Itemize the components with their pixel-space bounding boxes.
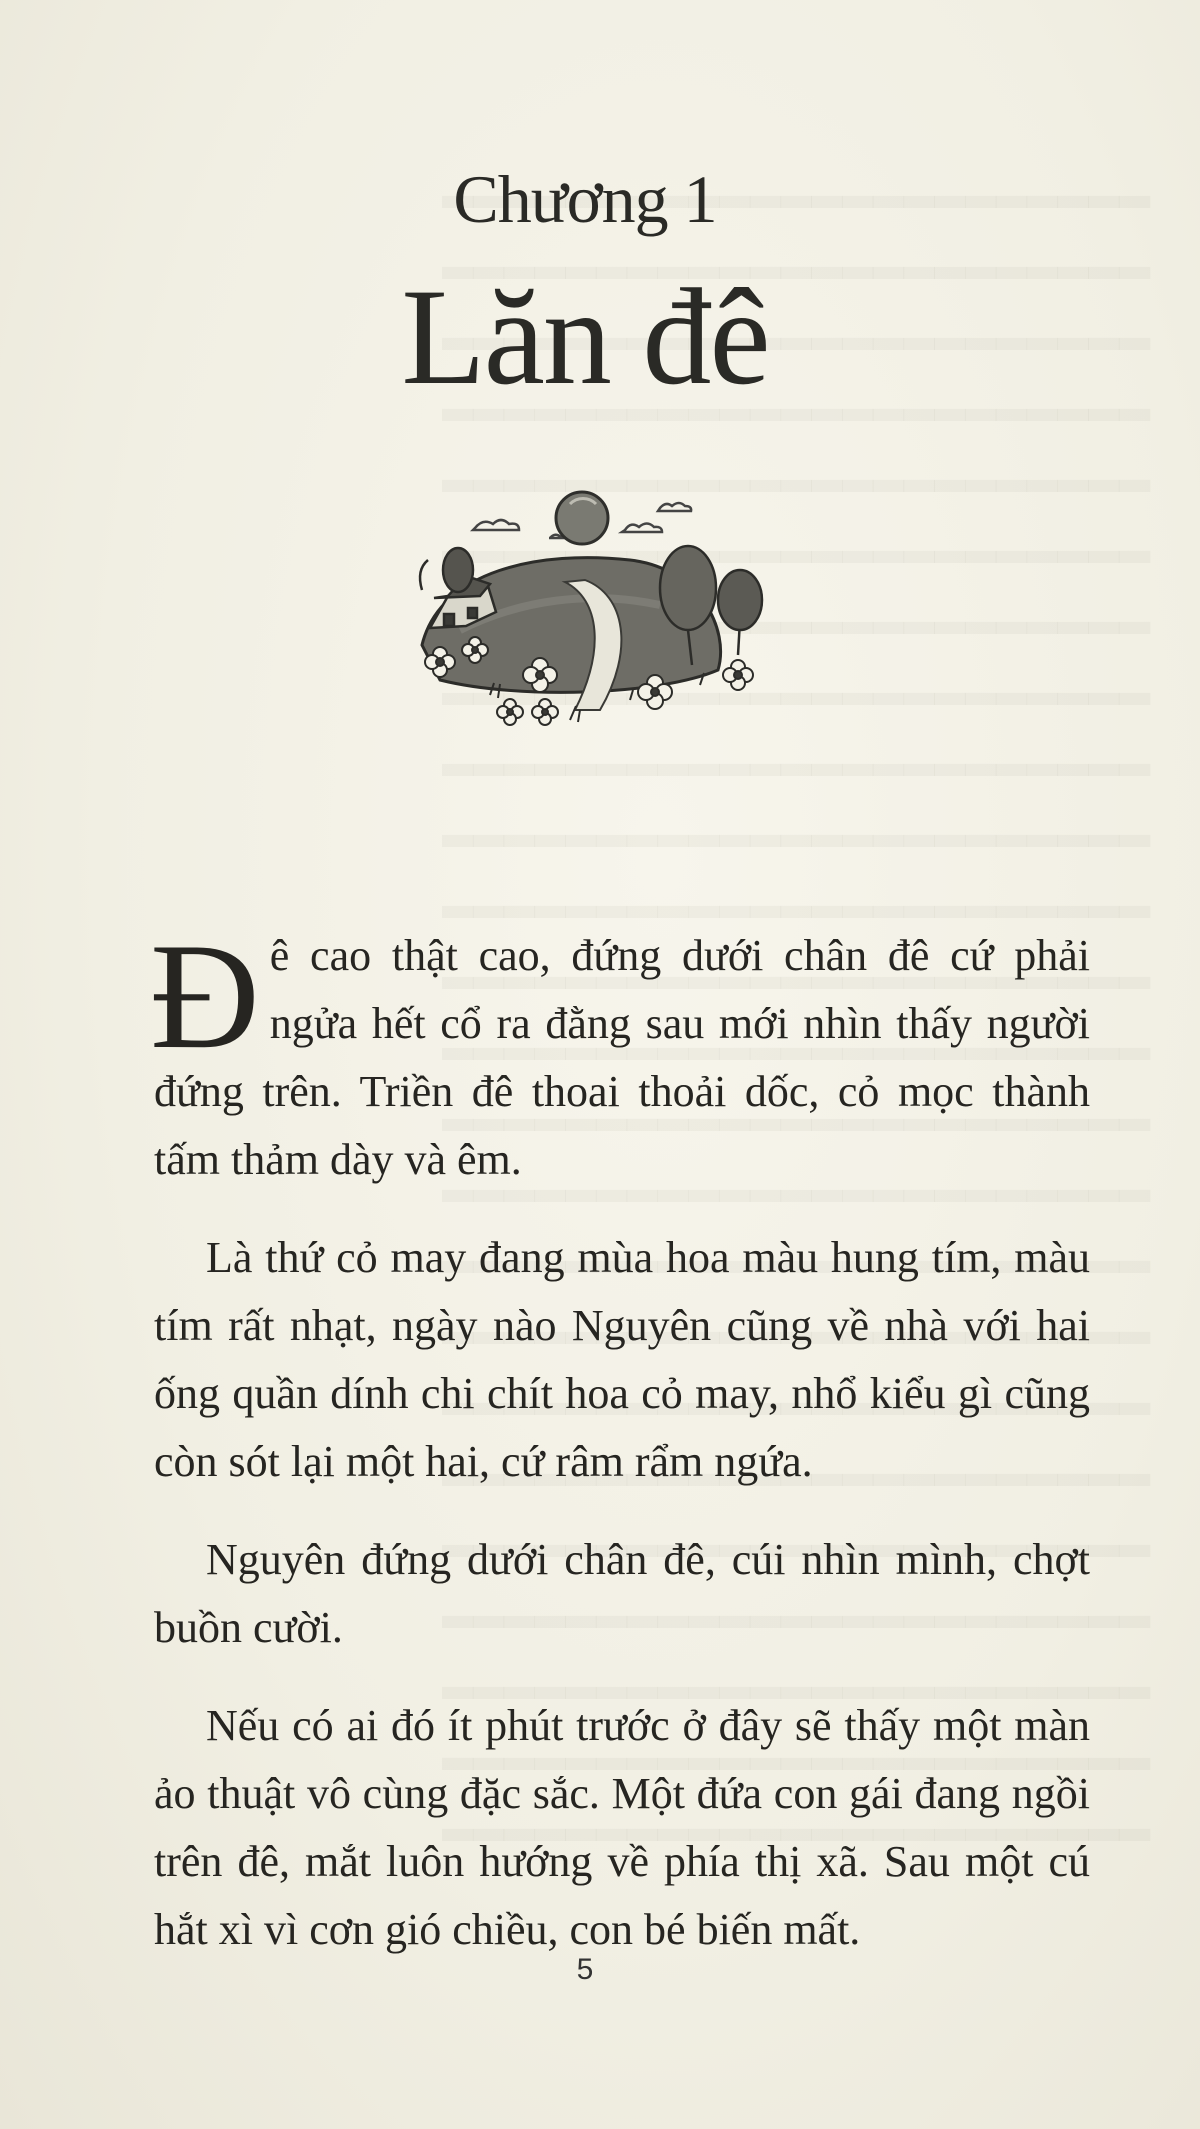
page-number: 5 [576, 1953, 594, 1986]
chapter-number: Chương 1 [453, 161, 717, 237]
countryside-dike-illustration-icon [400, 480, 780, 750]
paragraph-3: Nguyên đứng dưới chân đê, cúi nhìn mình, chợt buồn cười. [154, 1535, 1090, 1652]
paragraph-4: Nếu có ai đó ít phút trước ở đây sẽ thấy một màn ảo thuật vô cùng đặc sắc. Một đứa con gái đang ngồi trên đê, mắt luôn hướng về phía thị xã. Sau một cú hắt xì vì cơn gió chiều, con bé biến mất. [154, 1701, 1090, 1954]
paragraph-1-text: ê cao thật cao, đứng dưới chân đê cứ phải ngửa hết cổ ra đằng sau mới nhìn thấy người đứng trên. Triền đê thoai thoải dốc, cỏ mọc thành tấm thảm dày và êm. [154, 931, 1090, 1184]
chapter-title: Lăn đê [401, 260, 769, 413]
chapter-body [150, 912, 1090, 1994]
paragraph-2: Là thứ cỏ may đang mùa hoa màu hung tím, màu tím rất nhạt, ngày nào Nguyên cũng về nhà với hai ống quần dính chi chít hoa cỏ may, nhổ kiểu gì cũng còn sót lại một hai, cứ râm rẩm ngứa. [154, 1233, 1090, 1486]
drop-cap: Đ [150, 912, 260, 1080]
paragraph-1 [150, 912, 1090, 1194]
